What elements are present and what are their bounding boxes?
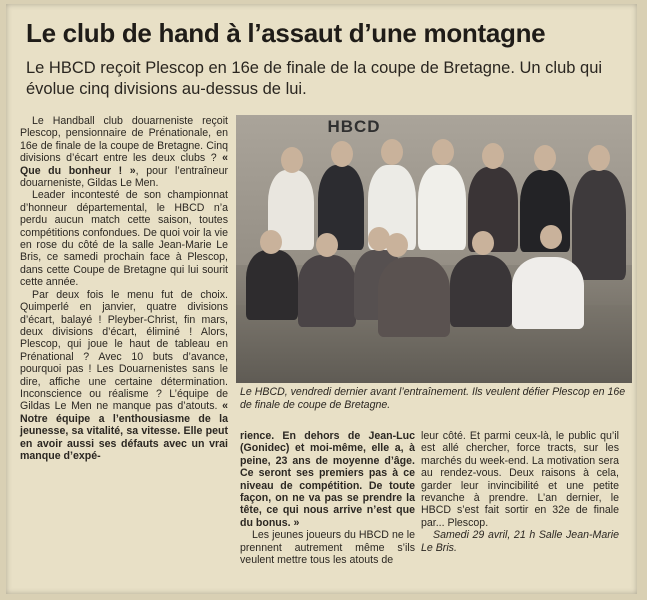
player-figure (418, 165, 466, 250)
text: , pour l’entraîneur douarneniste, Gildas Le Men. (20, 164, 228, 190)
text: Le Handball club douarneniste reçoit Plescop, pensionnaire de Prénationale, en 16e de finale de la coupe de Bretagne. Cinq divisions d’écart entre les deux clubs ? (20, 115, 228, 165)
player-head (588, 145, 610, 171)
paragraph: leur côté. Et parmi ceux-là, le public qu’il est allé chercher, force tracts, sur les marchés du week-end. La motivation sera au rendez-vous. Deux raisons à cela, garder leur invincibilité et une petite revanche à prendre. L’an dernier, le HBCD s’est fait sortir en 32e de finale par... Plescop. (421, 430, 619, 529)
paragraph: Les jeunes joueurs du HBCD ne le prennent autrement même s’ils veulent mettre tous les atouts de (240, 529, 415, 567)
player-head (534, 145, 556, 171)
article-headline: Le club de hand à l’assaut d’une montagne (26, 18, 546, 48)
article-column-1 (20, 115, 228, 462)
paragraph (20, 289, 228, 463)
photo-caption: Le HBCD, vendredi dernier avant l’entraînement. Ils veulent défier Plescop en 16e de finale de coupe de Bretagne. (240, 386, 626, 411)
player-figure (512, 257, 584, 329)
article-column-3 (421, 430, 619, 554)
player-head (281, 147, 303, 173)
paragraph: Leader incontesté de son championnat d’honneur départemental, le HBCD n’a perdu aucun match cette saison, toutes compétitions confondues. De quoi voir la vie en rose du côté de la salle Jean-Marie Le Bris, ce samedi prochain face à Plescop, dans cette Coupe de Bretagne qui lui sourit cette année. (20, 189, 228, 289)
player-head (386, 233, 408, 257)
team-photo (236, 115, 632, 383)
player-head (260, 230, 282, 254)
player-figure (298, 255, 356, 327)
article-column-2 (240, 430, 415, 566)
player-head (381, 139, 403, 165)
quote: « Notre équipe a l’enthousiasme de la jeunesse, sa vitalité, sa vitesse. Elle peut en avoir aussi ses défauts avec un vrai manque d’expé- (20, 400, 228, 462)
text: Par deux fois le menu fut de choix. Quimperlé en janvier, quatre divisions d’écart, balayé ! Pleyber-Christ, fin mars, deux divisions d’écart, éliminé ! Alors, Plescop, qui joue le haut de tableau en Prénational ? Avec 10 buts d’avance, pourquoi pas ! Les Douarnenistes sans le dire, affiche une certaine détermination. Inconscience ou réalisme ? L’équipe de Gildas Le Men ne manque pas d’atouts. (20, 288, 228, 413)
paragraph (20, 115, 228, 189)
player-head (316, 233, 338, 257)
article-subhead: Le HBCD reçoit Plescop en 16e de finale de la coupe de Bretagne. Un club qui évolue cinq divisions au-dessus de lui. (26, 59, 603, 98)
player-head (472, 231, 494, 255)
player-head (432, 139, 454, 165)
player-figure (378, 257, 450, 337)
event-details: Samedi 29 avril, 21 h Salle Jean-Marie Le Bris. (421, 529, 619, 554)
paragraph (240, 430, 415, 529)
player-head (540, 225, 562, 249)
event-info (421, 529, 619, 554)
player-head (482, 143, 504, 169)
player-figure (572, 170, 626, 280)
photo-sign: HBCD (327, 117, 381, 136)
player-figure (246, 250, 298, 320)
quote: « Que du bonheur ! » (20, 152, 228, 177)
player-head (331, 141, 353, 167)
quote: rience. En dehors de Jean-Luc (Gonidec) et moi-même, elle a, à peine, 23 ans de moyenne d’âge. Ce seront ses premiers pas à ce niveau de compétition. De toute façon, on ne va pas se prendre la tête, ce qui nous arrive n’est que du bonus. » (240, 430, 415, 529)
player-figure (450, 255, 512, 327)
